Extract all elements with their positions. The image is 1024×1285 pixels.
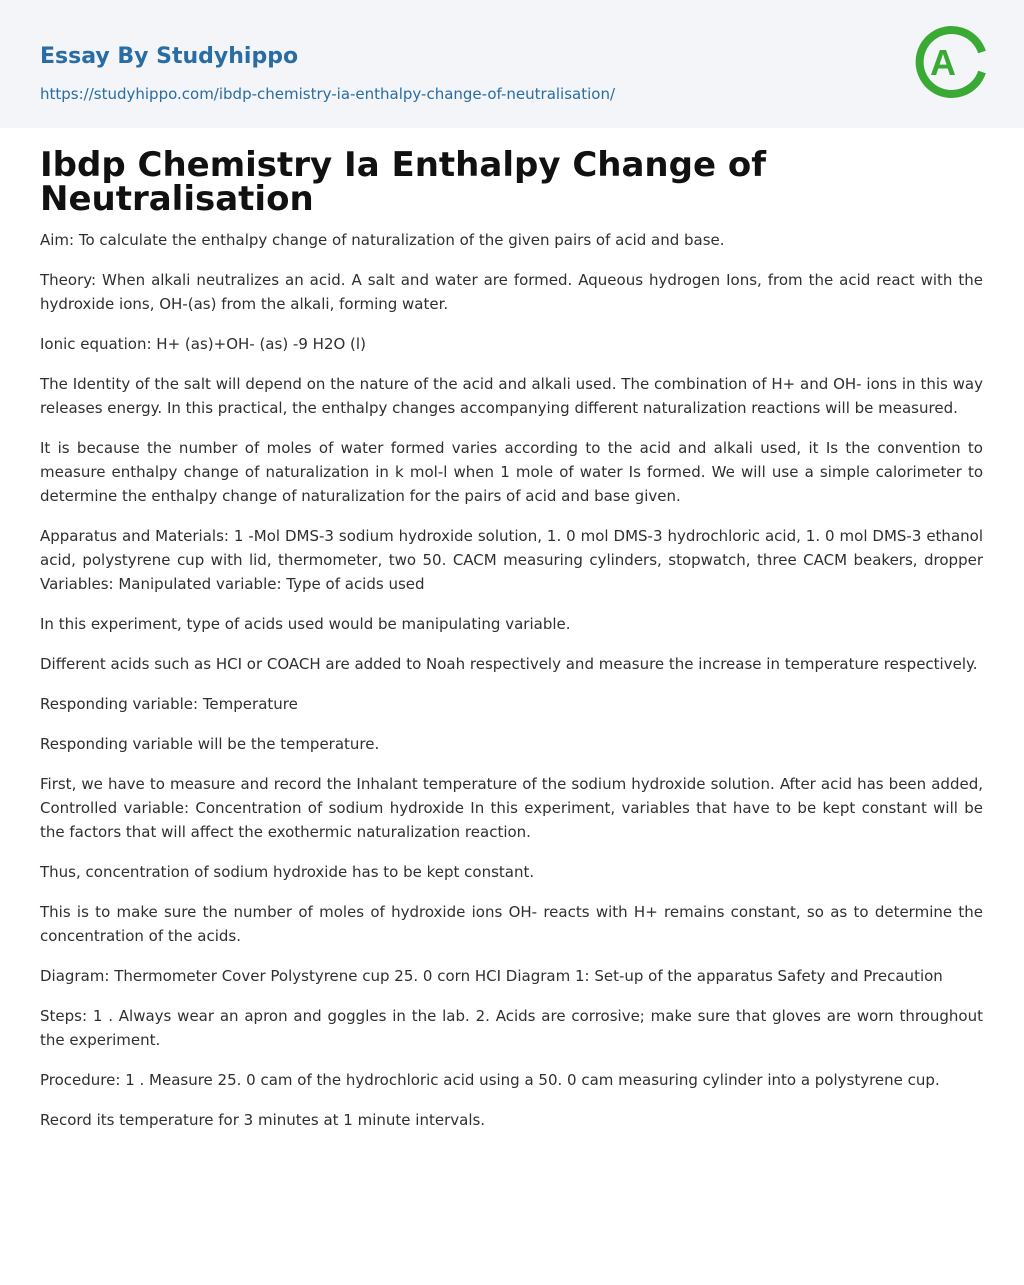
paragraph-apparatus: Apparatus and Materials: 1 -Mol DMS-3 sodium hydroxide solution, 1. 0 mol DMS-3 hydrochloric acid, 1. 0 mol DMS-3 ethanol acid, polystyrene cup with lid, thermometer, two 50. CACM measuring cylinders, stopwatch, three CACM beakers, dropper Variables: Manipulated variable: Type of acids used — [40, 527, 983, 593]
paragraph-salt-identity: The Identity of the salt will depend on the nature of the acid and alkali used. The combination of H+ and OH- ions in this way releases energy. In this practical, the enthalpy changes accompanying different naturalization reactions will be measured. — [40, 375, 983, 417]
brand-title[interactable]: Essay By Studyhippo — [40, 44, 299, 69]
paragraph-responding-temperature: Responding variable will be the temperature. — [40, 735, 380, 753]
studyhippo-logo-icon[interactable] — [912, 18, 986, 106]
paragraph-different-acids: Different acids such as HCI or COACH are added to Noah respectively and measure the increase in temperature respectively. — [40, 655, 978, 673]
paragraph-safety-steps: Steps: 1 . Always wear an apron and goggles in the lab. 2. Acids are corrosive; make sure that gloves are worn throughout the experiment. — [40, 1007, 983, 1049]
paragraph-procedure: Procedure: 1 . Measure 25. 0 cam of the hydrochloric acid using a 50. 0 cam measuring cylinder into a polystyrene cup. — [40, 1071, 940, 1089]
logo-letter: A — [930, 42, 956, 83]
essay-title: Ibdp Chemistry Ia Enthalpy Change of Neutralisation — [40, 145, 767, 219]
paragraph-manipulated: In this experiment, type of acids used would be manipulating variable. — [40, 615, 571, 633]
paragraph-record-temperature: Record its temperature for 3 minutes at 1 minute intervals. — [40, 1111, 486, 1129]
paragraph-convention: It is because the number of moles of water formed varies according to the acid and alkali used, it Is the convention to measure enthalpy change of naturalization in k mol-l when 1 mole of water Is formed. We will use a simple calorimeter to determine the enthalpy change of naturalization for the pairs of acid and base given. — [40, 439, 983, 505]
paragraph-theory: Theory: When alkali neutralizes an acid. A salt and water are formed. Aqueous hydrogen Ions, from the acid react with the hydroxide ions, OH-(as) from the alkali, forming water. — [40, 271, 983, 313]
page-header — [0, 0, 1024, 128]
paragraph-responding-variable: Responding variable: Temperature — [40, 695, 298, 713]
paragraph-diagram: Diagram: Thermometer Cover Polystyrene cup 25. 0 corn HCI Diagram 1: Set-up of the apparatus Safety and Precaution — [40, 967, 943, 985]
paragraph-concentration-constant: Thus, concentration of sodium hydroxide has to be kept constant. — [40, 863, 535, 881]
source-url-link[interactable]: https://studyhippo.com/ibdp-chemistry-ia-enthalpy-change-of-neutralisation/ — [40, 85, 616, 103]
paragraph-ionic-equation: Ionic equation: H+ (as)+OH- (as) -9 H2O (l) — [40, 335, 366, 353]
paragraph-first-measure: First, we have to measure and record the Inhalant temperature of the sodium hydroxide solution. After acid has been added, Controlled variable: Concentration of sodium hydroxide In this experiment, variables that have to be kept constant will be the factors that will affect the exothermic naturalization reaction. — [40, 775, 983, 841]
paragraph-aim: Aim: To calculate the enthalpy change of naturalization of the given pairs of acid and base. — [40, 231, 725, 249]
paragraph-moles-constant: This is to make sure the number of moles of hydroxide ions OH- reacts with H+ remains constant, so as to determine the concentration of the acids. — [40, 903, 983, 945]
essay-body — [40, 228, 983, 1148]
